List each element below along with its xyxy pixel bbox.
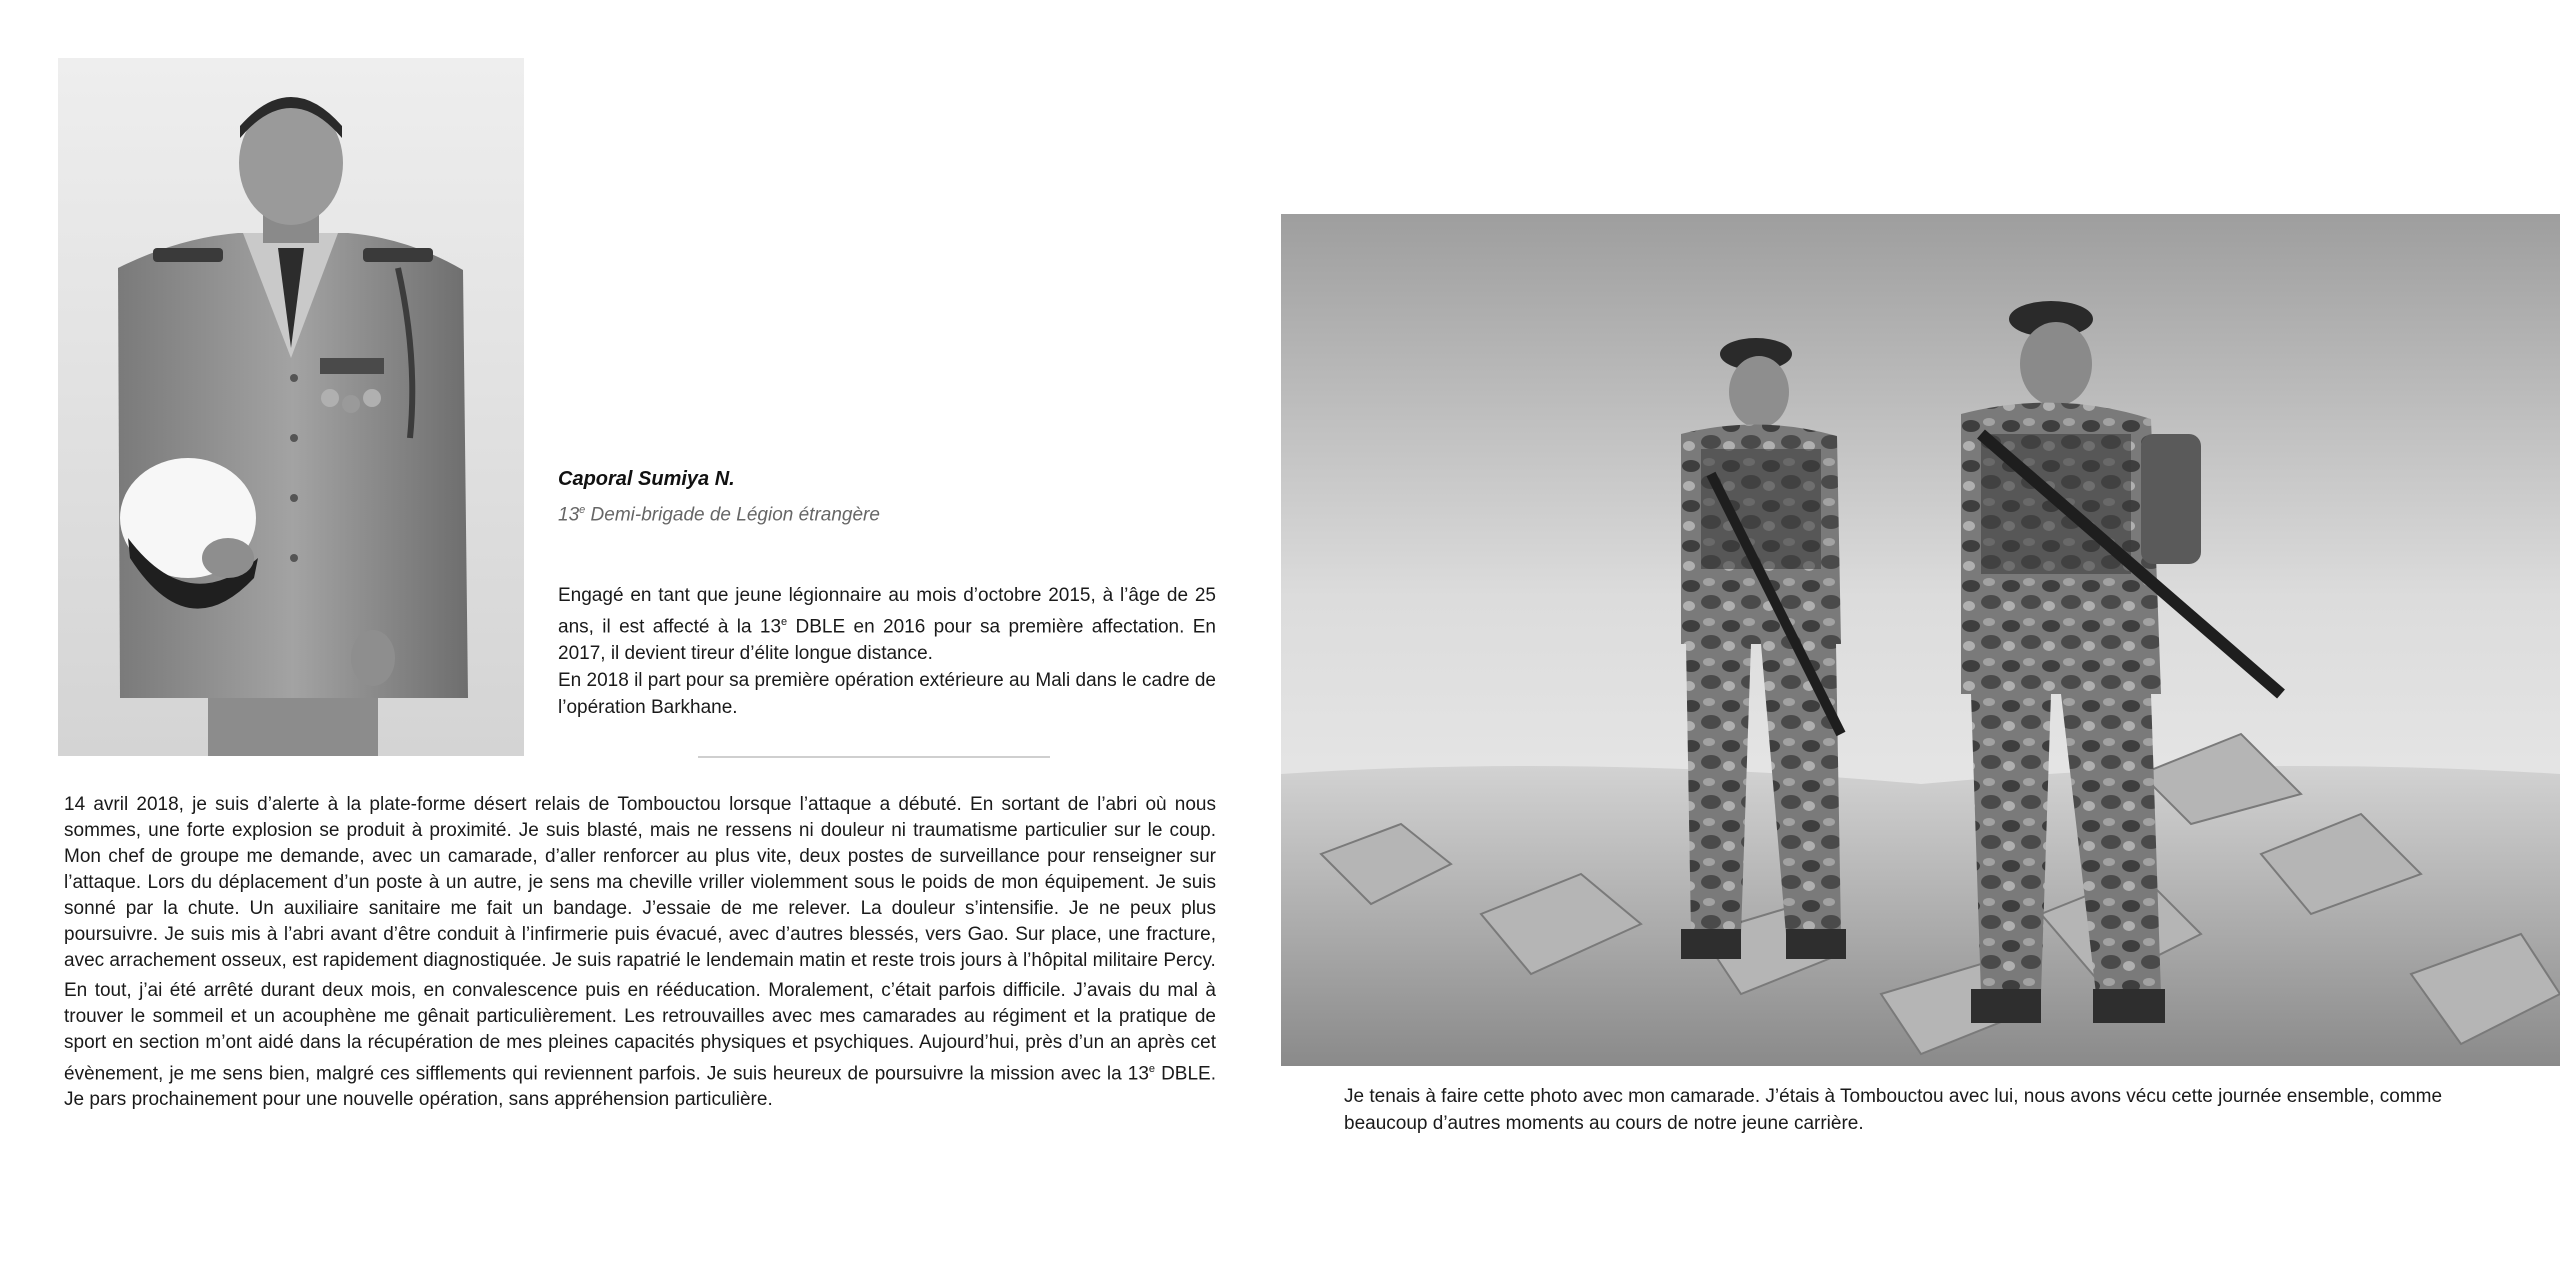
- testimony-text: DBLE. Je pars prochainement pour une nouvelle opération, sans appréhension particulière.: [64, 1063, 1216, 1111]
- bio-paragraph-2: En 2018 il part pour sa première opération extérieure au Mali dans le cadre de l’opération Barkhane.: [558, 670, 1216, 719]
- unit-prefix: 13: [558, 504, 580, 526]
- bio-paragraph-1: [558, 582, 1216, 667]
- testimony: [64, 792, 1216, 1117]
- bio-text: DBLE en 2016 pour sa première affectation. En 2017, il devient tireur d’élite longue distance.: [558, 616, 1216, 665]
- bio-sup: e: [781, 616, 788, 628]
- portrait-photo: [58, 58, 524, 756]
- caption-text: Je tenais à faire cette photo avec mon camarade. J’étais à Tombouctou avec lui, nous avons vécu cette journée ensemble, comme beaucoup d’autres moments au cours de notre jeune carrière.: [1344, 1086, 2443, 1134]
- testimony-sup: e: [1148, 1063, 1156, 1075]
- unit-suffix: Demi-brigade de Légion étrangère: [585, 504, 880, 526]
- bio-text: Engagé en tant que jeune légionnaire au mois d’octobre 2015, à l’âge de 25 ans, il est affecté à la 13: [558, 585, 1216, 638]
- separator-line: [698, 756, 1050, 758]
- profile-header: [558, 466, 1218, 528]
- person-name: Caporal Sumiya N.: [558, 468, 735, 490]
- soldiers-photo: [1281, 214, 2560, 1066]
- testimony-paragraph-2: [64, 978, 1216, 1113]
- photo-caption: [1344, 1083, 2504, 1137]
- testimony-text: En tout, j’ai été arrêté durant deux mois, en convalescence puis en rééducation. Moralement, c’était parfois difficile. J’avais du mal à trouver le sommeil et un acouphène me gênait particulièrement. Les retrouvailles avec mes camarades au régiment et la pratique de sport en section m’ont aidé dans la récupération de mes pleines capacités physiques et psychiques. Aujourd’hui, près d’un an après cet évènement, je me sens bien, malgré ces sifflements qui reviennent parfois. Je suis heureux de poursuivre la mission avec la 13: [64, 980, 1216, 1085]
- person-unit: [558, 497, 1218, 528]
- unit-sup: e: [579, 504, 586, 516]
- biography: [558, 582, 1216, 721]
- testimony-paragraph-1: 14 avril 2018, je suis d’alerte à la plate-forme désert relais de Tombouctou lorsque l’attaque a débuté. En sortant de l’abri où nous sommes, une forte explosion se produit à proximité. Je suis blasté, mais ne ressens ni douleur ni traumatisme particulier sur le coup. Mon chef de groupe me demande, avec un camarade, d’aller renforcer au plus vite, deux postes de surveillance pour renseigner sur l’attaque. Lors du déplacement d’un poste à un autre, je sens ma cheville vriller violemment sous le poids de mon équipement. Je suis sonné par la chute. Un auxiliaire sanitaire me fait un bandage. J’essaie de me relever. La douleur s’intensifie. Je ne peux plus poursuivre. Je suis mis à l’abri avant d’être conduit à l’infirmerie puis évacué, avec d’autres blessés, vers Gao. Sur place, une fracture, avec arrachement osseux, est rapidement diagnostiquée. Je suis rapatrié le lendemain matin et reste trois jours à l’hôpital militaire Percy.: [64, 794, 1216, 971]
